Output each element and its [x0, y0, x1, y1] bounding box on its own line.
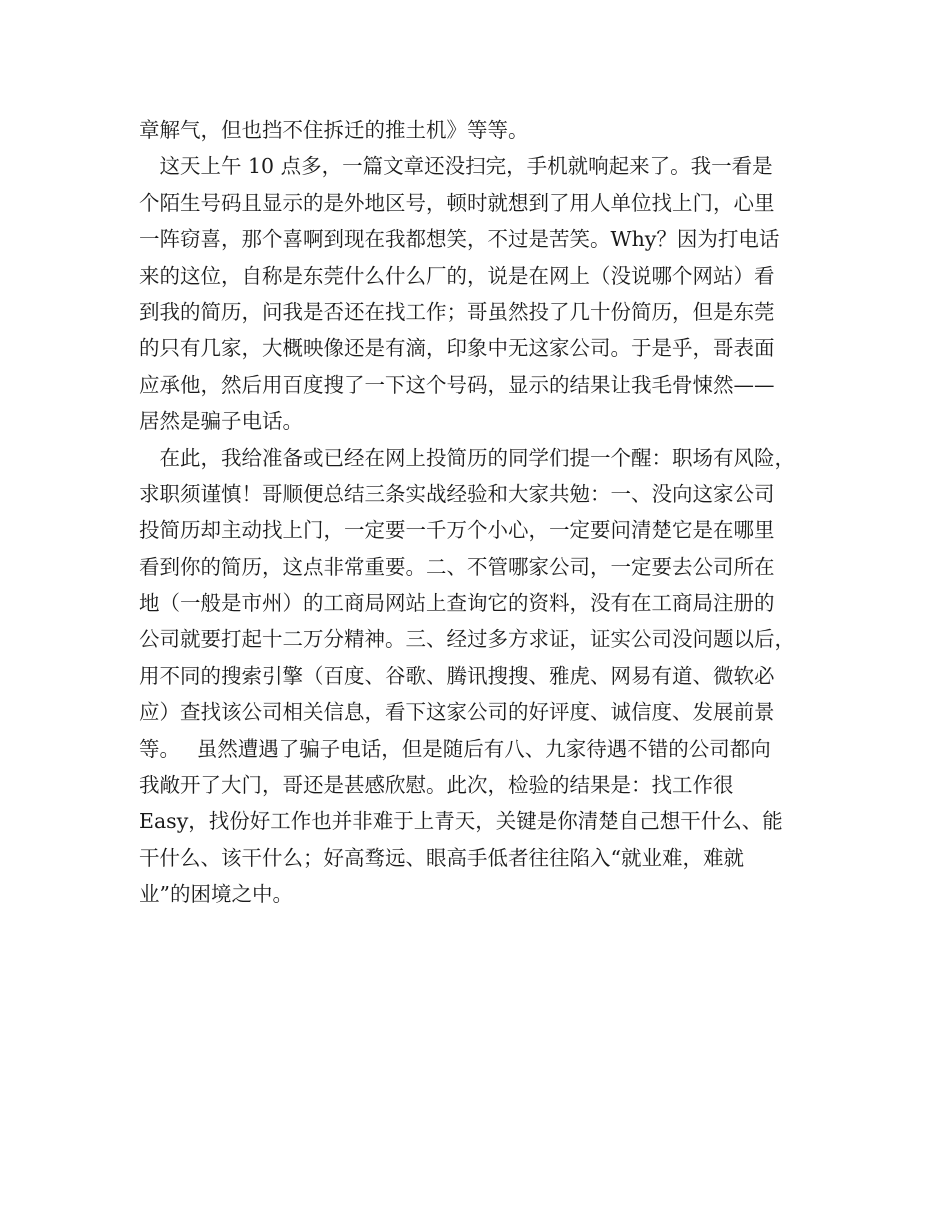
text-line: 居然是骗子电话。 [139, 409, 303, 434]
text-line: 看到你的简历，这点非常重要。二、不管哪家公司，一定要去公司所在 [139, 554, 775, 579]
text-line: 一阵窃喜，那个喜啊到现在我都想笑，不过是苦笑。Why？因为打电话 [139, 227, 780, 252]
text-line: 章解气，但也挡不住拆迁的推土机》等等。 [139, 118, 529, 142]
text-line: 在此，我给准备或已经在网上投简历的同学们提一个醒：职场有风险， [139, 445, 795, 470]
text-line: 公司就要打起十二万分精神。三、经过多方求证，证实公司没问题以后， [139, 627, 795, 652]
text-line: 个陌生号码且显示的是外地区号，顿时就想到了用人单位找上门，心里 [139, 190, 775, 215]
text-line: 这天上午 10 点多，一篇文章还没扫完，手机就响起来了。我一看是 [139, 154, 773, 179]
text-line: 应）查找该公司相关信息，看下这家公司的好评度、诚信度、发展前景 [139, 700, 775, 725]
text-line: 应承他，然后用百度搜了一下这个号码，显示的结果让我毛骨悚然—— [139, 372, 775, 397]
text-line: 的只有几家，大概映像还是有滴，印象中无这家公司。于是乎，哥表面 [139, 336, 775, 361]
text-line: 地（一般是市州）的工商局网站上查询它的资料，没有在工商局注册的 [139, 591, 775, 616]
text-line: 求职须谨慎！哥顺便总结三条实战经验和大家共勉：一、没向这家公司 [139, 481, 775, 506]
text-line: 到我的简历，问我是否还在找工作；哥虽然投了几十份简历，但是东莞 [139, 299, 775, 324]
text-line: Easy，找份好工作也并非难于上青天，关键是你清楚自己想干什么、能 [139, 809, 783, 834]
text-line: 我敞开了大门，哥还是甚感欣慰。此次，检验的结果是：找工作很 [139, 773, 734, 798]
text-line: 干什么、该干什么；好高骛远、眼高手低者往往陷入“就业难，难就 [139, 845, 744, 870]
text-line: 等。 虽然遭遇了骗子电话，但是随后有八、九家待遇不错的公司都向 [139, 736, 771, 761]
text-line: 业”的困境之中。 [139, 882, 293, 907]
text-line: 用不同的搜索引擎（百度、谷歌、腾讯搜搜、雅虎、网易有道、微软必 [139, 663, 775, 688]
text-line: 投简历却主动找上门，一定要一千万个小心，一定要问清楚它是在哪里 [139, 518, 775, 543]
body-text [139, 112, 829, 913]
text-line: 来的这位，自称是东莞什么什么厂的，说是在网上（没说哪个网站）看 [139, 263, 775, 288]
